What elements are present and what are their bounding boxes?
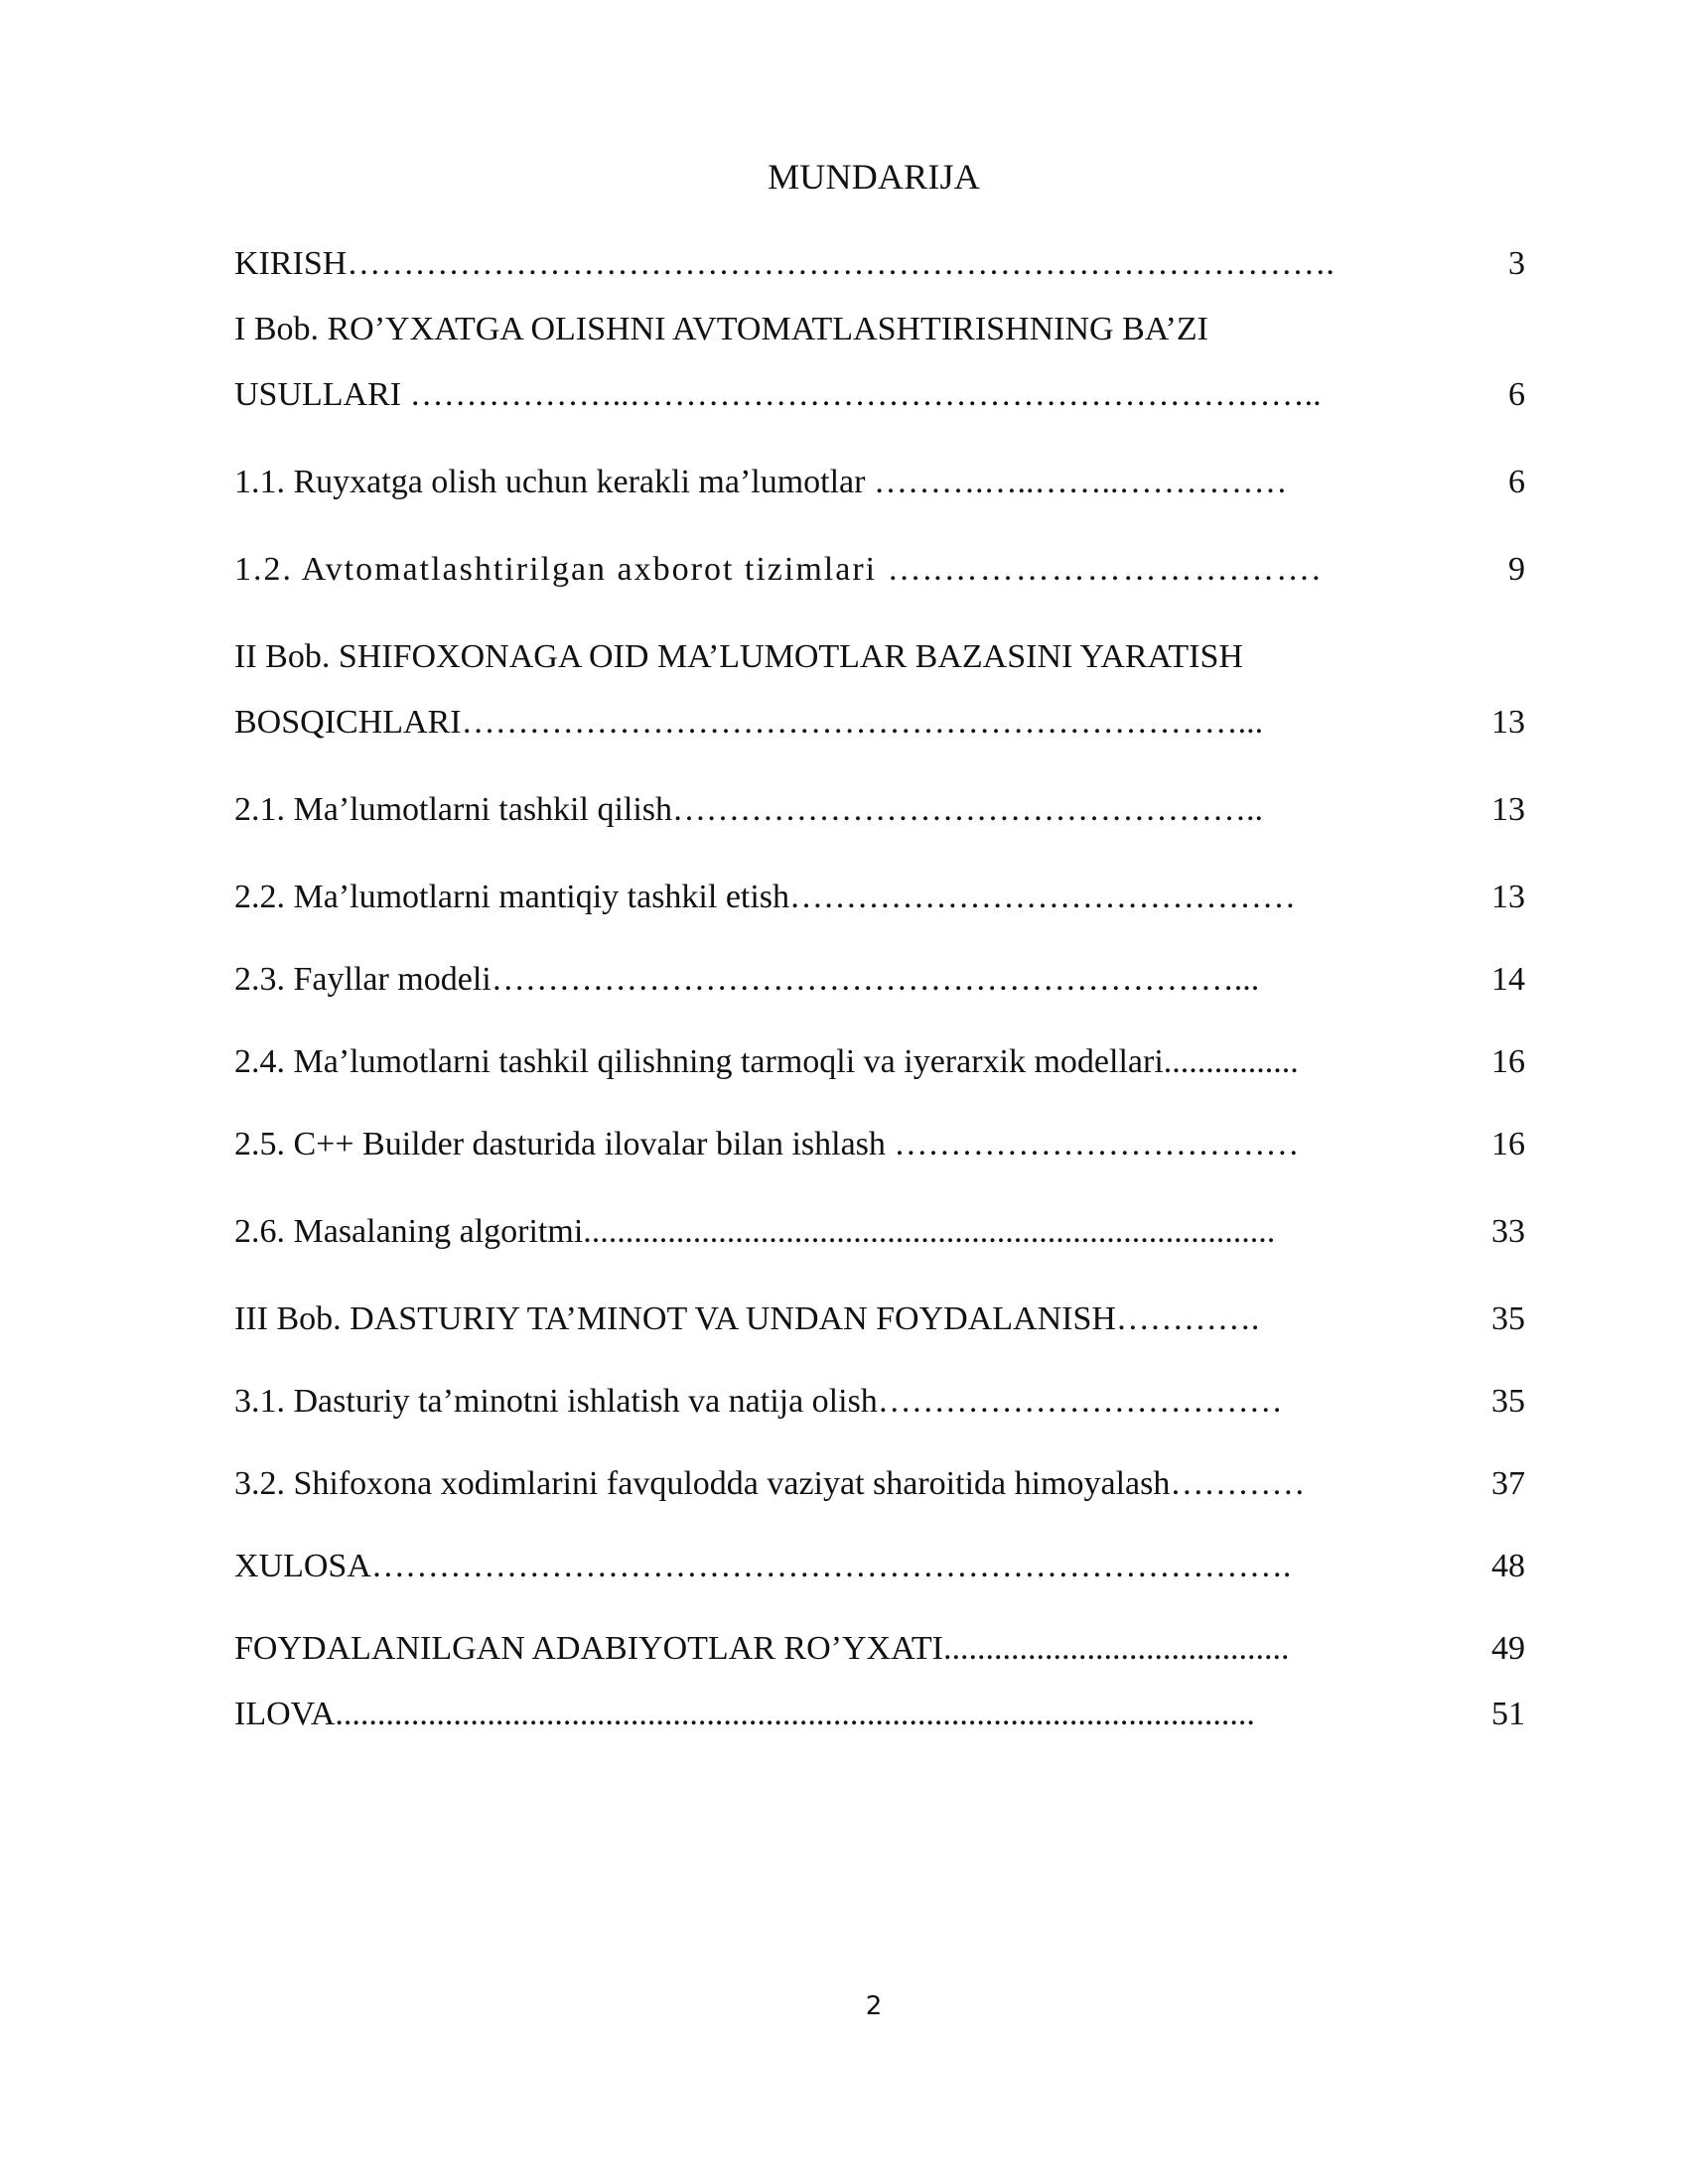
- toc-entry-page: 9: [1508, 551, 1525, 588]
- toc-entry-title: 2.5. C++ Builder dasturida ilovalar bilan ishlash ………………………………: [234, 1126, 1300, 1162]
- toc-entry-kirish: [234, 240, 1525, 288]
- toc-entry-title: 3.2. Shifoxona xodimlarini favqulodda vaziyat sharoitida himoyalash…………: [234, 1465, 1306, 1502]
- toc-entry-title: III Bob. DASTURIY TA’MINOT VA UNDAN FOYDALANISH………….: [234, 1300, 1260, 1337]
- toc-entry-title: 2.2. Ma’lumotlarni mantiqiy tashkil etish………………………………………: [234, 879, 1297, 915]
- toc-entry-title: 2.3. Fayllar modeli…………………………………………………………...: [234, 961, 1260, 998]
- toc-entry-page: 51: [1491, 1696, 1525, 1732]
- toc-entry-title: 2.4. Ma’lumotlarni tashkil qilishning tarmoqli va iyerarxik modellari................: [234, 1043, 1299, 1080]
- toc-entry-2-2: [234, 874, 1525, 921]
- toc-entry-page: 14: [1491, 961, 1525, 998]
- toc-entry-page: 13: [1491, 879, 1525, 915]
- toc-entry-chapter-1-line-2: [234, 371, 1525, 419]
- toc-entry-1-1: [234, 459, 1525, 506]
- toc-entry-page: 16: [1491, 1043, 1525, 1080]
- toc-entry-page: 48: [1491, 1548, 1525, 1584]
- toc-entry-page: 13: [1491, 704, 1525, 741]
- toc-entry-xulosa: [234, 1543, 1525, 1590]
- toc-entry-page: 37: [1491, 1465, 1525, 1502]
- toc-entry-title: FOYDALANILGAN ADABIYOTLAR RO’YXATI.........................................: [234, 1630, 1290, 1667]
- toc-entry-title: 1.1. Ruyxatga olish uchun kerakli ma’lumotlar ……….…..……..……………: [234, 464, 1288, 500]
- toc-entry-page: 3: [1508, 245, 1525, 282]
- toc-entry-2-6: [234, 1208, 1525, 1256]
- toc-entry-title: 1.2. Avtomatlashtirilgan axborot tizimlari …..…………………….…….: [234, 551, 1323, 588]
- toc-entry-2-5: [234, 1121, 1525, 1168]
- toc-entry-2-3: [234, 956, 1525, 1004]
- toc-entry-page: 6: [1508, 464, 1525, 500]
- toc-entry-ilova: [234, 1691, 1525, 1738]
- toc-entry-page: 6: [1508, 376, 1525, 413]
- toc-entry-chapter-1-line-1: [234, 306, 1525, 353]
- toc-entry-page: 49: [1491, 1630, 1525, 1667]
- toc-entry-page: 35: [1491, 1300, 1525, 1337]
- toc-entry-title: KIRISH…………………………………………………………………………….: [234, 245, 1335, 282]
- toc-entry-page: 35: [1491, 1383, 1525, 1420]
- toc-entry-2-1: [234, 786, 1525, 834]
- toc-entry-title: ILOVA.............................................................................................................: [234, 1696, 1255, 1732]
- toc-entry-2-4: [234, 1038, 1525, 1086]
- toc-entry-title: 2.1. Ma’lumotlarni tashkil qilish……………………………………………..: [234, 791, 1264, 828]
- toc-entry-title: II Bob. SHIFOXONAGA OID MA’LUMOTLAR BAZASINI YARATISH: [234, 638, 1243, 675]
- toc-entry-title: BOSQICHLARI……………………………………………………………...: [234, 704, 1264, 741]
- toc-entry-3-2: [234, 1460, 1525, 1508]
- toc-entry-page: 33: [1491, 1213, 1525, 1250]
- page-number: 2: [865, 1991, 883, 2021]
- toc-entry-1-2: [234, 546, 1525, 594]
- toc-entry-chapter-2-line-2: [234, 699, 1525, 747]
- toc-entry-page: 16: [1491, 1126, 1525, 1162]
- toc-entry-title: 2.6. Masalaning algoritmi..................................................................................: [234, 1213, 1276, 1250]
- toc-entry-3-1: [234, 1378, 1525, 1426]
- page-title: MUNDARIJA: [768, 157, 980, 197]
- toc-entry-bibliography: [234, 1625, 1525, 1673]
- toc-entry-title: USULLARI ………………..……………………………………………………..: [234, 376, 1322, 413]
- toc-entry-chapter-2-line-1: [234, 633, 1525, 681]
- toc-entry-title: I Bob. RO’YXATGA OLISHNI AVTOMATLASHTIRISHNING BA’ZI: [234, 311, 1208, 347]
- toc-entry-title: XULOSA……………………………………………………………………….: [234, 1548, 1292, 1584]
- toc-entry-chapter-3: [234, 1296, 1525, 1343]
- toc-entry-title: 3.1. Dasturiy ta’minotni ishlatish va natija olish………………………………: [234, 1383, 1283, 1420]
- toc-entry-page: 13: [1491, 791, 1525, 828]
